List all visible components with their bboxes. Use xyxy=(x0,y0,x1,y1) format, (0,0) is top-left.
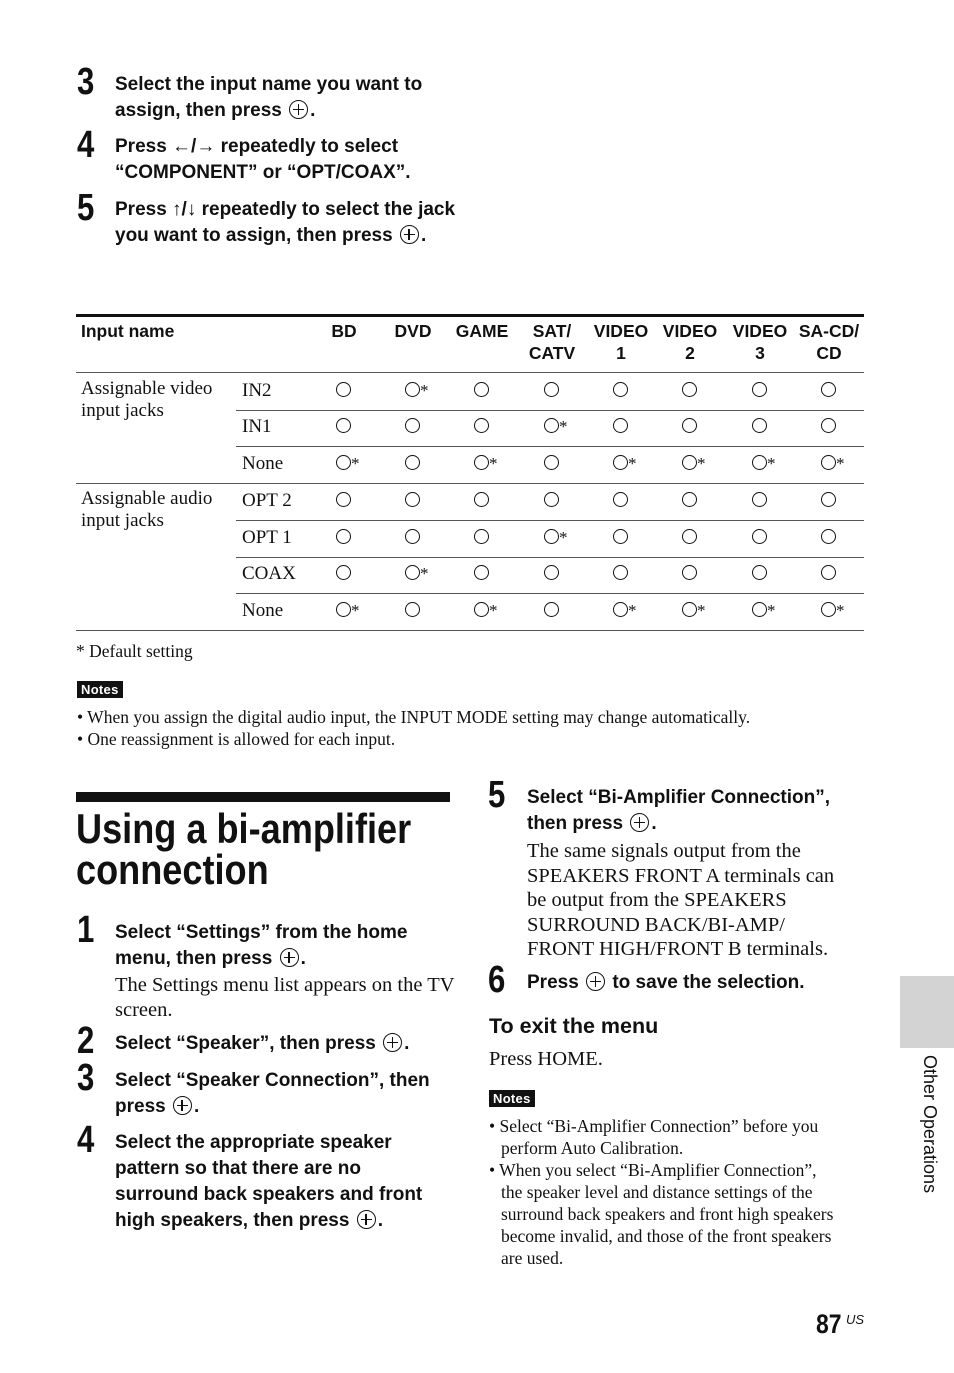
circle-mark-icon xyxy=(821,418,836,433)
enter-button-icon xyxy=(289,100,308,119)
table-row-rule xyxy=(236,557,864,558)
table-cell-mark xyxy=(474,600,498,622)
circle-mark-icon xyxy=(474,529,489,544)
table-header-input-name: Input name xyxy=(81,321,175,341)
note-item: • When you assign the digital audio input, the INPUT MODE setting may change automatically. xyxy=(77,707,751,727)
table-cell-mark xyxy=(544,453,559,475)
circle-mark-icon xyxy=(682,492,697,507)
circle-mark-icon xyxy=(405,529,420,544)
table-group-label: Assignable audio input jacks xyxy=(81,488,213,531)
circle-mark-icon xyxy=(405,602,420,617)
table-column-header: VIDEO 3 xyxy=(732,321,788,363)
table-cell-mark xyxy=(821,527,836,549)
table-row-label: IN1 xyxy=(242,416,272,437)
step-6-text: Press to save the selection. xyxy=(527,972,805,993)
side-section-label: Other Operations xyxy=(920,1055,940,1194)
default-asterisk: * xyxy=(489,601,498,620)
circle-mark-icon xyxy=(821,382,836,397)
table-cell-mark xyxy=(613,380,628,402)
step-4-text: Press ←/→ repeatedly to select “COMPONENT” or “OPT/COAX”. xyxy=(115,136,411,183)
circle-mark-icon xyxy=(821,455,836,470)
circle-mark-icon xyxy=(752,418,767,433)
circle-mark-icon xyxy=(544,602,559,617)
table-column-header: SA-CD/ CD xyxy=(798,321,860,363)
table-row-label: IN2 xyxy=(242,380,272,401)
table-cell-mark xyxy=(821,380,836,402)
circle-mark-icon xyxy=(682,565,697,580)
circle-mark-icon xyxy=(336,602,351,617)
table-cell-mark xyxy=(682,380,697,402)
exit-menu-heading: To exit the menu xyxy=(489,1014,659,1038)
default-asterisk: * xyxy=(351,454,360,473)
circle-mark-icon xyxy=(336,382,351,397)
table-row-rule xyxy=(236,410,864,411)
table-column-header: GAME xyxy=(455,321,509,341)
table-row-rule xyxy=(76,483,864,484)
circle-mark-icon xyxy=(613,529,628,544)
table-row-rule xyxy=(236,520,864,521)
table-cell-mark xyxy=(682,600,706,622)
table-cell-mark xyxy=(544,563,559,585)
step-number-5b: 5 xyxy=(488,774,506,816)
notes-list xyxy=(489,1115,833,1269)
table-cell-mark xyxy=(474,527,489,549)
circle-mark-icon xyxy=(752,565,767,580)
circle-mark-icon xyxy=(336,418,351,433)
table-cell-mark xyxy=(682,527,697,549)
table-cell-mark xyxy=(405,453,420,475)
circle-mark-icon xyxy=(752,455,767,470)
table-cell-mark xyxy=(682,453,706,475)
note-item: • When you select “Bi-Amplifier Connection”, the speaker level and distance settings of the surround back speakers and front high speakers become invalid, and those of the front speakers are used. xyxy=(489,1160,834,1268)
table-cell-mark xyxy=(752,563,767,585)
table-cell-mark xyxy=(405,416,420,438)
circle-mark-icon xyxy=(821,492,836,507)
table-cell-mark xyxy=(544,600,559,622)
circle-mark-icon xyxy=(336,492,351,507)
note-item: • One reassignment is allowed for each input. xyxy=(77,729,396,749)
table-cell-mark xyxy=(613,416,628,438)
table-cell-mark xyxy=(405,527,420,549)
circle-mark-icon xyxy=(544,565,559,580)
table-cell-mark xyxy=(336,527,351,549)
table-cell-mark xyxy=(544,527,568,549)
enter-button-icon xyxy=(357,1210,376,1229)
section-title: Using a bi-amplifier connection xyxy=(76,805,412,893)
default-asterisk: * xyxy=(420,564,429,583)
circle-mark-icon xyxy=(752,602,767,617)
default-asterisk: * xyxy=(767,601,776,620)
circle-mark-icon xyxy=(474,565,489,580)
circle-mark-icon xyxy=(474,455,489,470)
default-asterisk: * xyxy=(559,528,568,547)
table-cell-mark xyxy=(474,416,489,438)
page-number: 87 xyxy=(816,1309,842,1339)
circle-mark-icon xyxy=(821,565,836,580)
default-asterisk: * xyxy=(628,601,637,620)
circle-mark-icon xyxy=(682,418,697,433)
table-cell-mark xyxy=(336,416,351,438)
default-asterisk: * xyxy=(628,454,637,473)
circle-mark-icon xyxy=(474,492,489,507)
circle-mark-icon xyxy=(336,565,351,580)
table-cell-mark xyxy=(682,416,697,438)
circle-mark-icon xyxy=(752,492,767,507)
table-cell-mark xyxy=(613,453,637,475)
circle-mark-icon xyxy=(405,382,420,397)
table-cell-mark xyxy=(752,490,767,512)
table-cell-mark xyxy=(821,416,836,438)
default-asterisk: * xyxy=(697,454,706,473)
enter-button-icon xyxy=(173,1096,192,1115)
table-column-header: DVD xyxy=(394,321,432,341)
circle-mark-icon xyxy=(752,382,767,397)
table-cell-mark xyxy=(336,453,360,475)
default-asterisk: * xyxy=(420,381,429,400)
circle-mark-icon xyxy=(613,565,628,580)
enter-button-icon xyxy=(400,225,419,244)
circle-mark-icon xyxy=(336,455,351,470)
table-cell-mark xyxy=(544,490,559,512)
default-asterisk: * xyxy=(489,454,498,473)
default-asterisk: * xyxy=(836,601,845,620)
page-region-suffix: US xyxy=(846,1312,865,1327)
table-cell-mark xyxy=(405,380,429,402)
table-top-rule xyxy=(76,314,864,317)
enter-button-icon xyxy=(630,813,649,832)
table-cell-mark xyxy=(544,380,559,402)
circle-mark-icon xyxy=(544,529,559,544)
default-asterisk: * xyxy=(351,601,360,620)
table-cell-mark xyxy=(336,380,351,402)
circle-mark-icon xyxy=(474,418,489,433)
circle-mark-icon xyxy=(544,418,559,433)
step-4b-text: Select the appropriate speaker pattern so that there are no surround back speakers and front high speakers, then press . xyxy=(115,1132,423,1231)
table-header-rule xyxy=(76,372,864,373)
circle-mark-icon xyxy=(682,455,697,470)
table-row-rule xyxy=(76,630,864,631)
left-right-arrows-icon: ←/→ xyxy=(172,136,216,157)
table-row-label: None xyxy=(242,600,284,621)
table-cell-mark xyxy=(336,563,351,585)
table-row-label: OPT 2 xyxy=(242,490,292,511)
table-row-rule xyxy=(236,593,864,594)
default-asterisk: * xyxy=(767,454,776,473)
table-group-label: Assignable video input jacks xyxy=(81,378,213,421)
table-cell-mark xyxy=(752,380,767,402)
table-cell-mark xyxy=(613,490,628,512)
table-column-header: BD xyxy=(331,321,357,341)
table-row-label: OPT 1 xyxy=(242,527,292,548)
circle-mark-icon xyxy=(613,418,628,433)
step-2-text: Select “Speaker”, then press . xyxy=(115,1033,410,1054)
table-cell-mark xyxy=(474,380,489,402)
table-cell-mark xyxy=(405,490,420,512)
circle-mark-icon xyxy=(544,455,559,470)
table-cell-mark xyxy=(821,453,845,475)
circle-mark-icon xyxy=(405,418,420,433)
circle-mark-icon xyxy=(682,529,697,544)
table-cell-mark xyxy=(752,416,767,438)
default-asterisk: * xyxy=(559,417,568,436)
table-cell-mark xyxy=(752,527,767,549)
section-rule xyxy=(76,792,450,802)
table-column-header: SAT/ CATV xyxy=(528,321,576,363)
table-cell-mark xyxy=(752,453,776,475)
enter-button-icon xyxy=(383,1033,402,1052)
notes-badge: Notes xyxy=(77,681,123,698)
circle-mark-icon xyxy=(336,529,351,544)
circle-mark-icon xyxy=(682,382,697,397)
step-number-3: 3 xyxy=(77,61,95,103)
step-1-description: The Settings menu list appears on the TV screen. xyxy=(115,974,455,1021)
circle-mark-icon xyxy=(821,529,836,544)
circle-mark-icon xyxy=(474,382,489,397)
notes-badge: Notes xyxy=(489,1090,535,1107)
step-3-label: Select the input name you want to assign, then press xyxy=(115,74,423,121)
circle-mark-icon xyxy=(613,455,628,470)
step-number-5: 5 xyxy=(77,187,95,229)
step-number-4: 4 xyxy=(77,124,95,166)
table-cell-mark xyxy=(613,527,628,549)
table-column-header: VIDEO 1 xyxy=(593,321,649,363)
up-down-arrows-icon: ↑/↓ xyxy=(172,199,197,220)
circle-mark-icon xyxy=(544,382,559,397)
table-cell-mark xyxy=(336,600,360,622)
default-asterisk: * xyxy=(697,601,706,620)
circle-mark-icon xyxy=(613,602,628,617)
table-cell-mark xyxy=(613,563,628,585)
circle-mark-icon xyxy=(405,455,420,470)
default-asterisk: * xyxy=(836,454,845,473)
step-1-text: Select “Settings” from the home menu, then press . xyxy=(115,922,408,969)
circle-mark-icon xyxy=(821,602,836,617)
step-5b-description: The same signals output from the SPEAKERS FRONT A terminals can be output from the SPEAKERS SURROUND BACK/BI-AMP/ FRONT HIGH/FRONT B terminals. xyxy=(527,840,835,960)
circle-mark-icon xyxy=(405,492,420,507)
step-5-text: Press ↑/↓ repeatedly to select the jack you want to assign, then press . xyxy=(115,199,456,246)
step-3-text: Select the input name you want to assign, then press . xyxy=(115,74,423,121)
step-5b-text: Select “Bi-Amplifier Connection”, then press . xyxy=(527,787,830,834)
table-cell-mark xyxy=(682,563,697,585)
table-cell-mark xyxy=(682,490,697,512)
table-cell-mark xyxy=(405,600,420,622)
circle-mark-icon xyxy=(474,602,489,617)
exit-menu-description: Press HOME. xyxy=(489,1048,603,1070)
table-cell-mark xyxy=(613,600,637,622)
circle-mark-icon xyxy=(405,565,420,580)
table-cell-mark xyxy=(821,490,836,512)
enter-button-icon xyxy=(280,948,299,967)
table-cell-mark xyxy=(336,490,351,512)
enter-button-icon xyxy=(586,972,605,991)
table-cell-mark xyxy=(821,600,845,622)
table-column-header: VIDEO 2 xyxy=(662,321,718,363)
circle-mark-icon xyxy=(752,529,767,544)
note-item: • Select “Bi-Amplifier Connection” before you perform Auto Calibration. xyxy=(489,1116,819,1158)
step-number-3b: 3 xyxy=(77,1057,95,1099)
table-row-label: None xyxy=(242,453,284,474)
table-cell-mark xyxy=(474,453,498,475)
table-cell-mark xyxy=(752,600,776,622)
step-number-4b: 4 xyxy=(77,1119,95,1161)
step-number-6: 6 xyxy=(488,959,506,1001)
table-row-label: COAX xyxy=(242,563,296,584)
table-cell-mark xyxy=(821,563,836,585)
table-cell-mark xyxy=(405,563,429,585)
table-footnote: * Default setting xyxy=(76,641,193,661)
table-cell-mark xyxy=(544,416,568,438)
step-number-1: 1 xyxy=(77,909,95,951)
circle-mark-icon xyxy=(682,602,697,617)
circle-mark-icon xyxy=(613,492,628,507)
step-number-2: 2 xyxy=(77,1020,95,1062)
table-cell-mark xyxy=(474,563,489,585)
circle-mark-icon xyxy=(613,382,628,397)
step-3b-text: Select “Speaker Connection”, then press . xyxy=(115,1070,430,1117)
table-row-rule xyxy=(236,446,864,447)
circle-mark-icon xyxy=(544,492,559,507)
table-cell-mark xyxy=(474,490,489,512)
section-thumb-tab xyxy=(900,976,954,1048)
